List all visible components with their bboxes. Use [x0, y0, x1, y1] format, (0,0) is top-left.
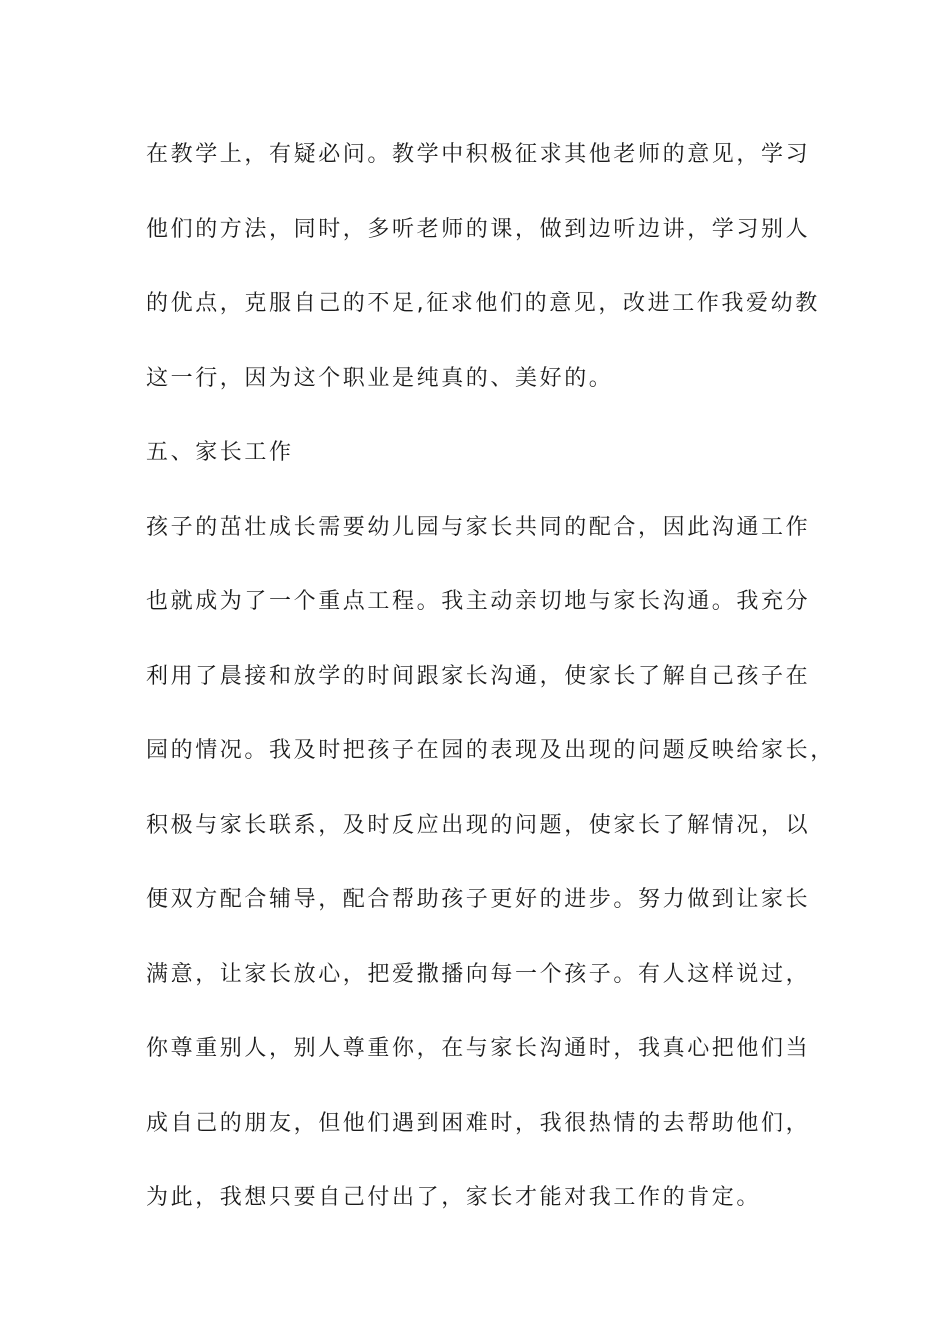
- document-body: [146, 131, 835, 1249]
- text-line: 孩子的茁壮成长需要幼儿园与家长共同的配合，因此沟通工作: [146, 514, 811, 540]
- text-line: 你尊重别人，别人尊重你，在与家长沟通时，我真心把他们当: [146, 1036, 811, 1061]
- section-heading: 五、家长工作: [146, 440, 294, 465]
- text-line: 园的情况。我及时把孩子在园的表现及出现的问题反映给家长，: [146, 738, 835, 763]
- text-line: 为此，我想只要自己付出了，家长才能对我工作的肯定。: [146, 1185, 762, 1210]
- text-line: 成自己的朋友，但他们遇到困难时，我很热情的去帮助他们，: [146, 1110, 811, 1136]
- text-line: 利用了晨接和放学的时间跟家长沟通，使家长了解自己孩子在: [146, 663, 811, 689]
- text-line: 满意，让家长放心，把爱撒播向每一个孩子。有人这样说过，: [146, 961, 811, 987]
- text-line: 在教学上，有疑必问。教学中积极征求其他老师的意见，学习: [146, 142, 811, 167]
- text-line: 他们的方法，同时，多听老师的课，做到边听边讲，学习别人: [146, 216, 811, 242]
- text-line: 这一行，因为这个职业是纯真的、美好的。: [146, 365, 614, 391]
- text-line: 积极与家长联系，及时反应出现的问题，使家长了解情况，以: [146, 812, 811, 838]
- text-line: 便双方配合辅导，配合帮助孩子更好的进步。努力做到让家长: [146, 887, 811, 912]
- text-line: 也就成为了一个重点工程。我主动亲切地与家长沟通。我充分: [146, 589, 811, 614]
- text-line: 的优点，克服自己的不足,征求他们的意见，改进工作我爱幼教: [146, 291, 820, 316]
